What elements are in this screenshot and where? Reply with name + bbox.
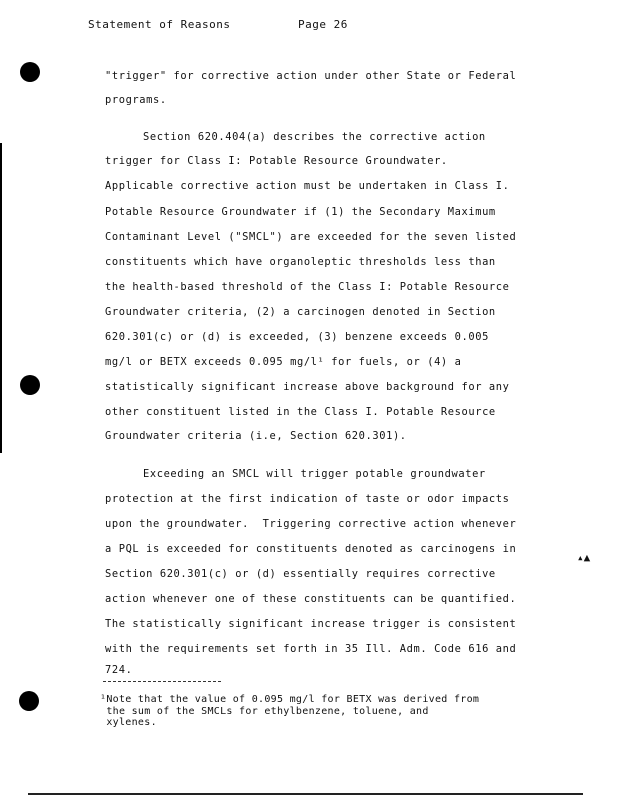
- body-line: constituents which have organoleptic thresholds less than: [105, 256, 496, 268]
- body-line: mg/l or BETX exceeds 0.095 mg/l¹ for fuels, or (4) a: [105, 356, 462, 368]
- body-line: Section 620.301(c) or (d) essentially requires corrective: [105, 568, 496, 580]
- footnote-line: xylenes.: [100, 717, 157, 728]
- footnote-separator: [103, 681, 221, 682]
- body-line: 724.: [105, 664, 133, 676]
- page-header: [88, 18, 348, 31]
- body-line: Groundwater criteria (i.e, Section 620.301).: [105, 430, 407, 442]
- margin-mark: ▴▲: [577, 551, 591, 564]
- footnote-line: ¹Note that the value of 0.095 mg/l for BETX was derived from: [100, 694, 480, 705]
- binder-hole-top: [20, 62, 40, 82]
- body-line: Potable Resource Groundwater if (1) the Secondary Maximum: [105, 206, 496, 218]
- body-line: other constituent listed in the Class I. Potable Resource: [105, 406, 496, 418]
- body-line: the health-based threshold of the Class I: Potable Resource: [105, 281, 510, 293]
- body-line: The statistically significant increase trigger is consistent: [105, 618, 517, 630]
- body-line: "trigger" for corrective action under other State or Federal: [105, 70, 517, 82]
- body-line: a PQL is exceeded for constituents denoted as carcinogens in: [105, 543, 517, 555]
- body-line: trigger for Class I: Potable Resource Groundwater.: [105, 155, 448, 167]
- footnote-line: the sum of the SMCLs for ethylbenzene, toluene, and: [100, 706, 429, 717]
- binder-hole-middle: [20, 375, 40, 395]
- body-line: action whenever one of these constituents can be quantified.: [105, 593, 517, 605]
- body-line: protection at the first indication of taste or odor impacts: [105, 493, 510, 505]
- binder-hole-bottom: [19, 691, 39, 711]
- document-title: Statement of Reasons: [88, 18, 231, 31]
- body-line: Exceeding an SMCL will trigger potable groundwater: [143, 468, 486, 480]
- scan-edge-line: [0, 143, 2, 453]
- body-line: Contaminant Level ("SMCL") are exceeded for the seven listed: [105, 231, 517, 243]
- page-number: Page 26: [298, 18, 348, 31]
- body-line: Applicable corrective action must be undertaken in Class I.: [105, 180, 510, 192]
- body-line: Section 620.404(a) describes the corrective action: [143, 131, 486, 143]
- body-line: Groundwater criteria, (2) a carcinogen denoted in Section: [105, 306, 496, 318]
- body-line: upon the groundwater. Triggering corrective action whenever: [105, 518, 517, 530]
- bottom-scan-line: [28, 793, 583, 795]
- body-line: statistically significant increase above background for any: [105, 381, 510, 393]
- body-line: with the requirements set forth in 35 Ill. Adm. Code 616 and: [105, 643, 517, 655]
- body-line: programs.: [105, 94, 167, 106]
- body-line: 620.301(c) or (d) is exceeded, (3) benzene exceeds 0.005: [105, 331, 489, 343]
